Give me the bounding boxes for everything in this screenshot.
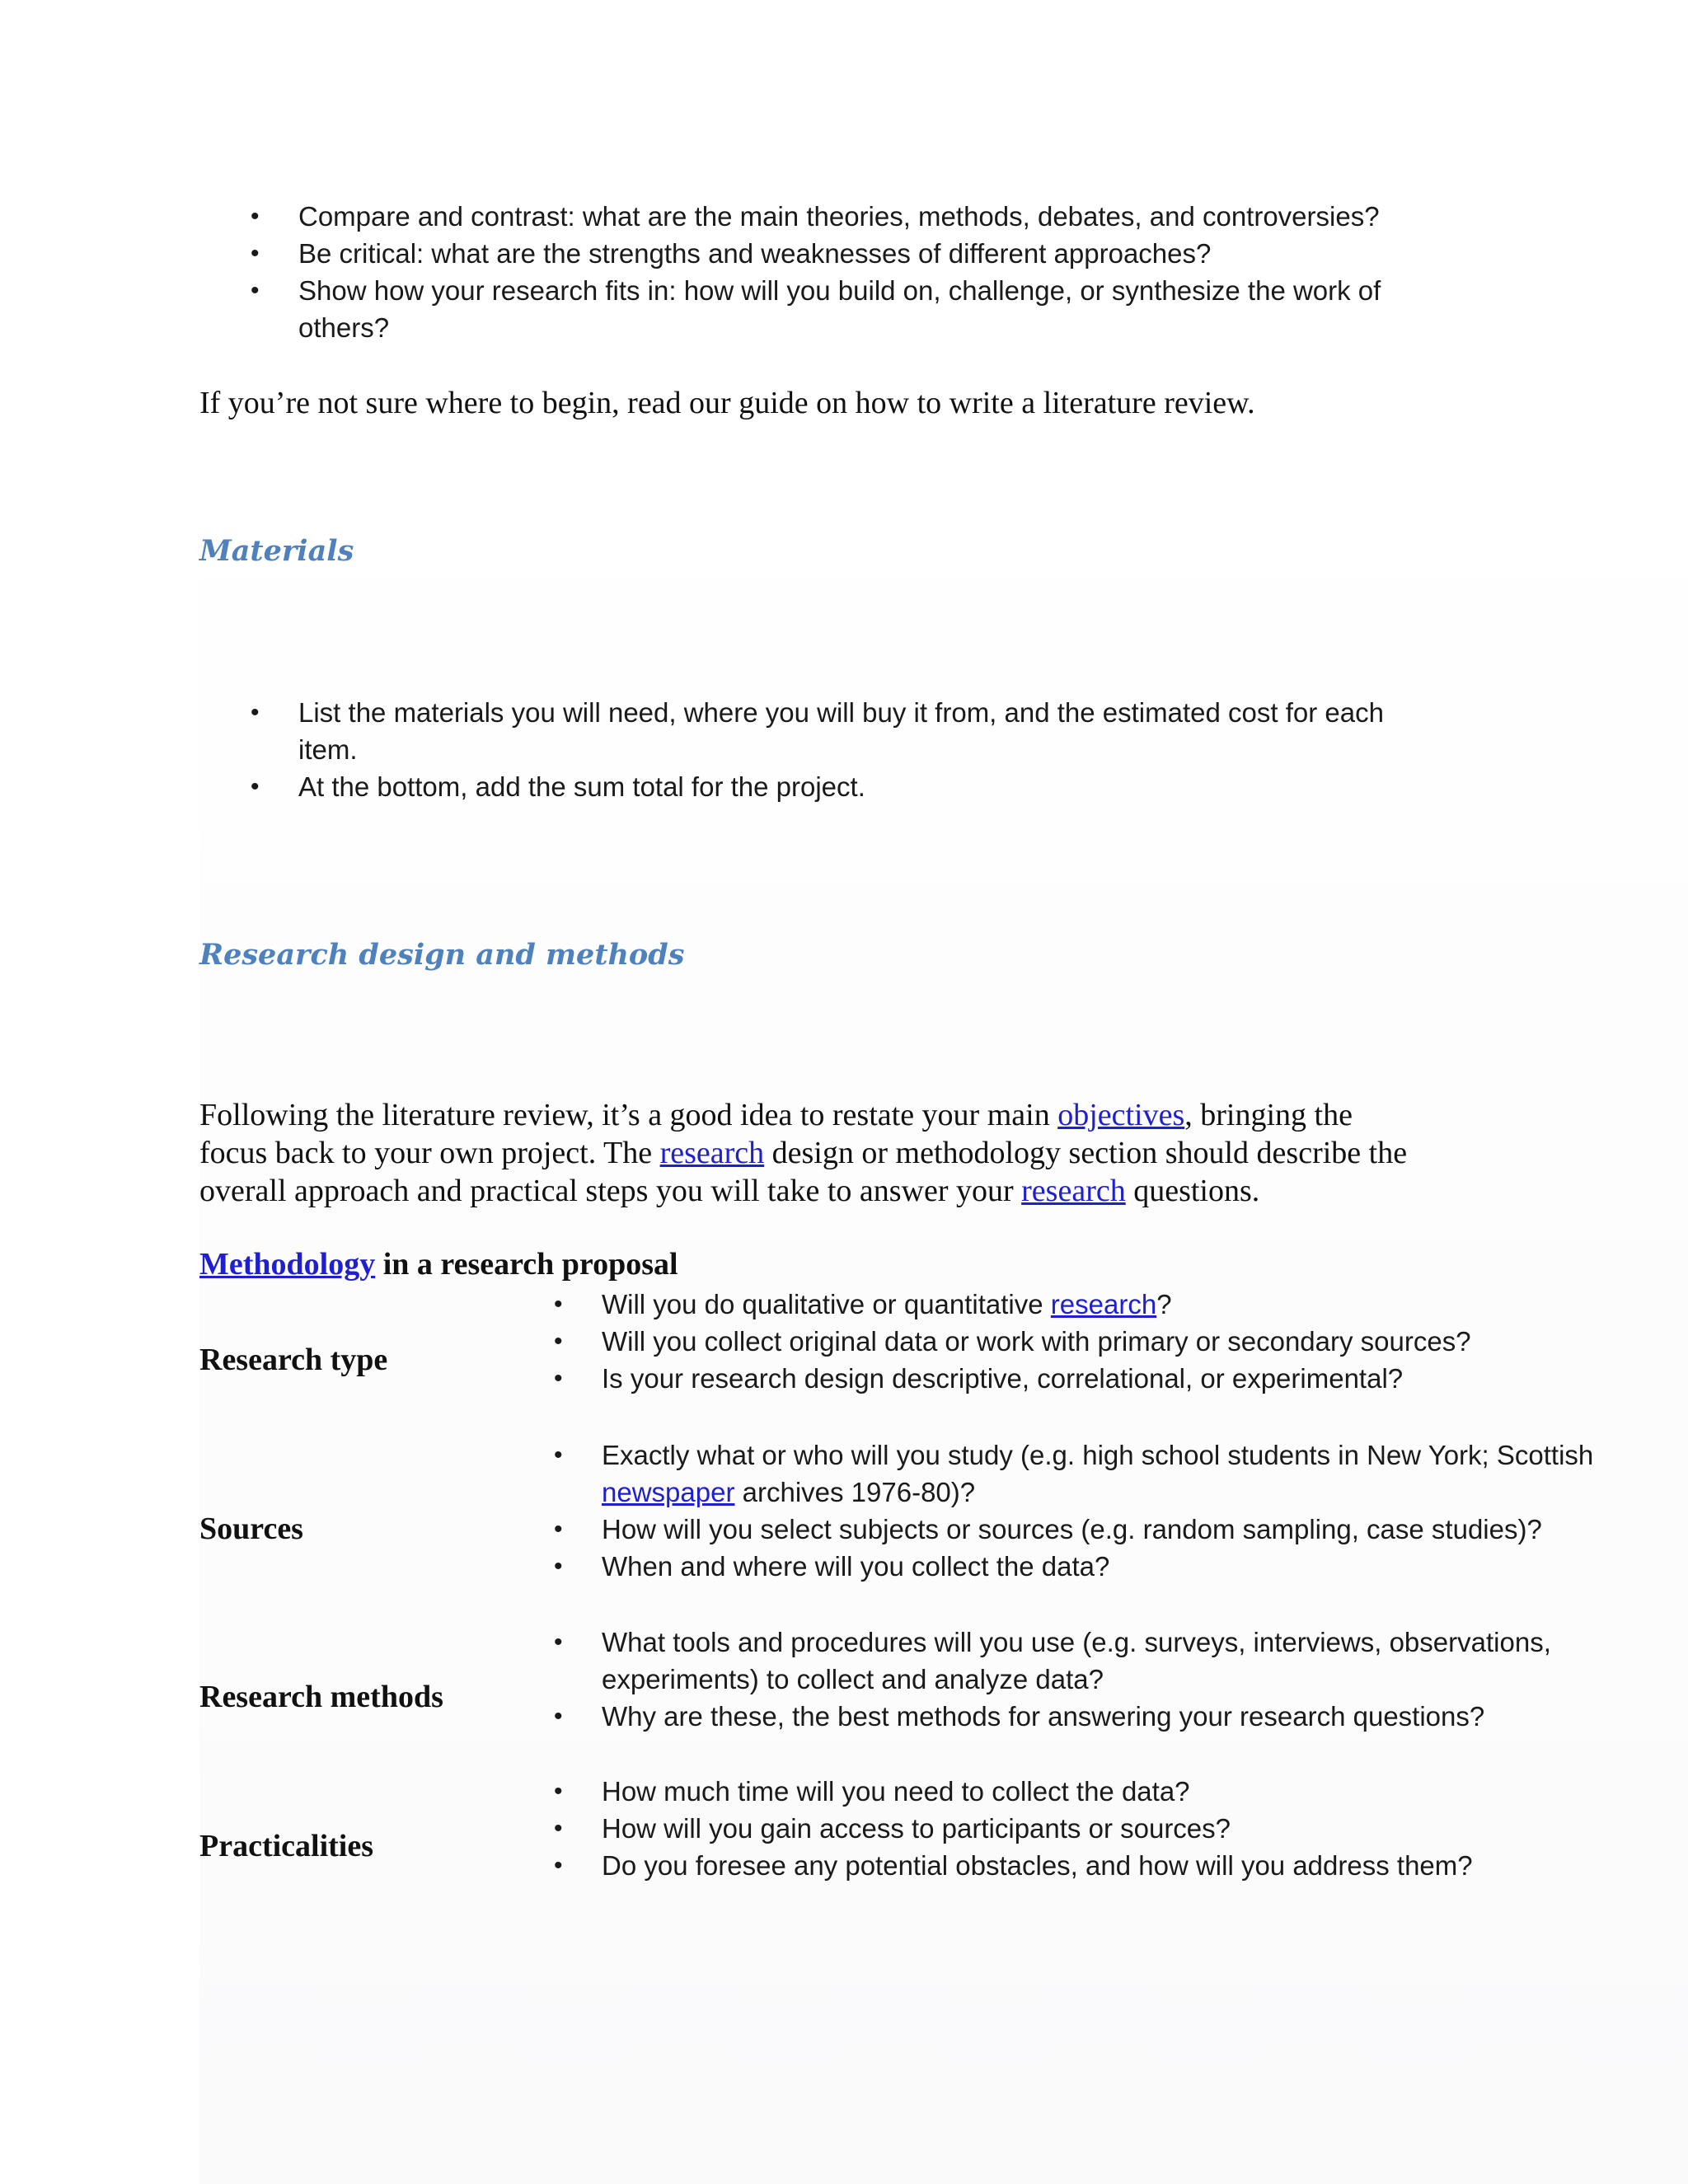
newspaper-link[interactable]: newspaper	[602, 1477, 735, 1507]
bullet-icon: •	[554, 1778, 563, 1805]
list-item	[554, 1773, 1473, 1810]
list-item-text: Is your research design descriptive, correlational, or experimental?	[602, 1363, 1404, 1394]
list-item	[554, 1698, 1551, 1735]
text-run: questions.	[1125, 1174, 1260, 1208]
list-item	[554, 1847, 1473, 1884]
list-item-text: At the bottom, add the sum total for the project.	[298, 771, 865, 802]
row-label-research-type: Research type	[199, 1343, 388, 1377]
paragraph-line	[199, 1134, 1502, 1172]
bullet-icon: •	[251, 203, 260, 230]
bullet-icon: •	[554, 1291, 563, 1318]
bullet-icon: •	[554, 1852, 563, 1879]
list-item-text-continued: experiments) to collect and analyze data?	[602, 1664, 1104, 1694]
list-item-text-continued: item.	[298, 734, 358, 765]
bullet-icon: •	[251, 240, 260, 267]
list-item-text: How will you select subjects or sources (e.g. random sampling, case studies)?	[602, 1514, 1542, 1544]
research-design-paragraph	[199, 1096, 1502, 1210]
list-item	[554, 1548, 1593, 1585]
bullet-icon: •	[554, 1516, 563, 1543]
paragraph-line	[199, 1172, 1502, 1210]
research-methods-list	[554, 1624, 1551, 1735]
list-item-text-continued: others?	[298, 312, 390, 343]
list-item	[251, 768, 1384, 805]
row-label-research-methods: Research methods	[199, 1680, 443, 1714]
list-item-text: How much time will you need to collect the data?	[602, 1776, 1190, 1807]
text-run: overall approach and practical steps you will take to answer your	[199, 1174, 1022, 1208]
list-item	[554, 1624, 1551, 1698]
bullet-icon: •	[554, 1629, 563, 1656]
row-label-practicalities: Practicalities	[199, 1829, 374, 1863]
list-item	[251, 235, 1381, 272]
research-link[interactable]: research	[1050, 1289, 1157, 1319]
list-item	[554, 1360, 1471, 1397]
intro-bullet-list	[251, 198, 1381, 346]
bullet-icon: •	[554, 1553, 563, 1580]
practicalities-list	[554, 1773, 1473, 1884]
list-item-text: Be critical: what are the strengths and weaknesses of different approaches?	[298, 238, 1212, 269]
list-item-text: Will you do qualitative or quantitative	[602, 1289, 1051, 1319]
list-item-text: What tools and procedures will you use (e.g. surveys, interviews, observations,	[602, 1627, 1551, 1657]
paragraph-line	[199, 1096, 1502, 1134]
list-item	[554, 1323, 1471, 1360]
materials-heading: Materials	[199, 534, 354, 568]
list-item-text: Will you collect original data or work with primary or secondary sources?	[602, 1326, 1471, 1357]
list-item-text: When and where will you collect the data?	[602, 1551, 1110, 1582]
research-questions-link[interactable]: research	[1021, 1174, 1126, 1208]
text-run: design or methodology section should describe the	[764, 1136, 1408, 1170]
bullet-icon: •	[554, 1441, 563, 1469]
methodology-link[interactable]: Methodology	[199, 1247, 376, 1282]
text-run: focus back to your own project. The	[199, 1136, 660, 1170]
list-item	[554, 1810, 1473, 1847]
bullet-icon: •	[251, 699, 260, 726]
bullet-icon: •	[251, 277, 260, 304]
list-item	[554, 1511, 1593, 1548]
research-type-list	[554, 1286, 1471, 1397]
sources-list	[554, 1436, 1594, 1585]
methodology-title-rest: in a research proposal	[375, 1247, 678, 1282]
text-run: Following the literature review, it’s a good idea to restate your main	[199, 1098, 1058, 1132]
list-item	[251, 272, 1381, 346]
list-item	[251, 694, 1384, 768]
materials-bullet-list	[251, 694, 1384, 805]
research-design-heading: Research design and methods	[199, 938, 685, 972]
methodology-title	[199, 1246, 678, 1282]
bullet-icon: •	[554, 1703, 563, 1730]
list-item-text: Compare and contrast: what are the main theories, methods, debates, and controversies?	[298, 201, 1380, 232]
row-label-sources: Sources	[199, 1511, 303, 1546]
list-item-text: How will you gain access to participants or sources?	[602, 1813, 1231, 1844]
text-run: , bringing the	[1184, 1098, 1353, 1132]
list-item-text: Show how your research fits in: how will you build on, challenge, or synthesize the work of	[298, 275, 1381, 306]
list-item	[251, 198, 1381, 235]
list-item-text: List the materials you will need, where you will buy it from, and the estimated cost for each	[298, 697, 1384, 728]
bullet-icon: •	[554, 1328, 563, 1355]
list-item-text: Why are these, the best methods for answering your research questions?	[602, 1701, 1485, 1732]
list-item-text-continued: archives 1976-80)?	[734, 1477, 976, 1507]
literature-review-sentence: If you’re not sure where to begin, read our guide on how to write a literature review.	[199, 386, 1255, 420]
list-item-text: Do you foresee any potential obstacles, and how will you address them?	[602, 1850, 1473, 1881]
list-item-text: ?	[1156, 1289, 1172, 1319]
objectives-link[interactable]: objectives	[1057, 1098, 1185, 1132]
list-item	[554, 1436, 1594, 1511]
list-item-text: Exactly what or who will you study (e.g. high school students in New York; Scottish	[602, 1440, 1594, 1470]
research-link[interactable]: research	[659, 1136, 765, 1170]
bullet-icon: •	[251, 773, 260, 800]
bullet-icon: •	[554, 1365, 563, 1392]
list-item	[554, 1286, 1471, 1323]
bullet-icon: •	[554, 1815, 563, 1842]
